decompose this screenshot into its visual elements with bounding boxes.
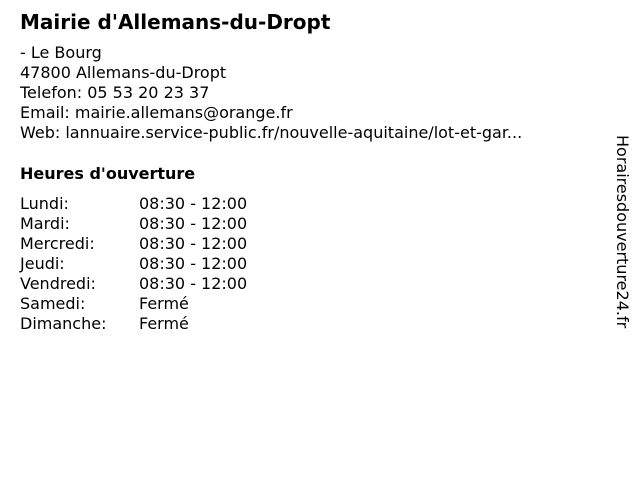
opening-hours-table — [20, 194, 247, 334]
day-label: Samedi: — [20, 294, 86, 313]
time-value: Fermé — [139, 314, 189, 333]
time-value: 08:30 - 12:00 — [139, 214, 248, 233]
hours-row-jeudi — [20, 254, 247, 274]
site-watermark — [612, 135, 632, 345]
day-label: Lundi: — [20, 194, 69, 213]
time-value: 08:30 - 12:00 — [139, 194, 248, 213]
day-label: Vendredi: — [20, 274, 96, 293]
website-link[interactable]: Web: lannuaire.service-public.fr/nouvelle-aquitaine/lot-et-gar... — [20, 123, 523, 142]
hours-row-samedi — [20, 294, 247, 314]
hours-row-vendredi — [20, 274, 247, 294]
city-address: 47800 Allemans-du-Dropt — [20, 63, 227, 82]
day-label: Mardi: — [20, 214, 70, 233]
time-value: 08:30 - 12:00 — [139, 234, 248, 253]
watermark-text: Horairesdouverture24.fr — [613, 135, 632, 329]
hours-heading: Heures d'ouverture — [20, 164, 196, 183]
hours-row-dimanche — [20, 314, 247, 334]
street-address: - Le Bourg — [20, 43, 102, 62]
time-value: 08:30 - 12:00 — [139, 254, 248, 273]
phone-number: Telefon: 05 53 20 23 37 — [20, 83, 210, 102]
day-label: Mercredi: — [20, 234, 95, 253]
address-block — [20, 43, 522, 143]
hours-row-mercredi — [20, 234, 247, 254]
time-value: 08:30 - 12:00 — [139, 274, 248, 293]
day-label: Jeudi: — [20, 254, 65, 273]
email-link[interactable]: Email: mairie.allemans@orange.fr — [20, 103, 293, 122]
time-value: Fermé — [139, 294, 189, 313]
hours-row-lundi — [20, 194, 247, 214]
day-label: Dimanche: — [20, 314, 107, 333]
hours-row-mardi — [20, 214, 247, 234]
page-title: Mairie d'Allemans-du-Dropt — [20, 10, 331, 34]
